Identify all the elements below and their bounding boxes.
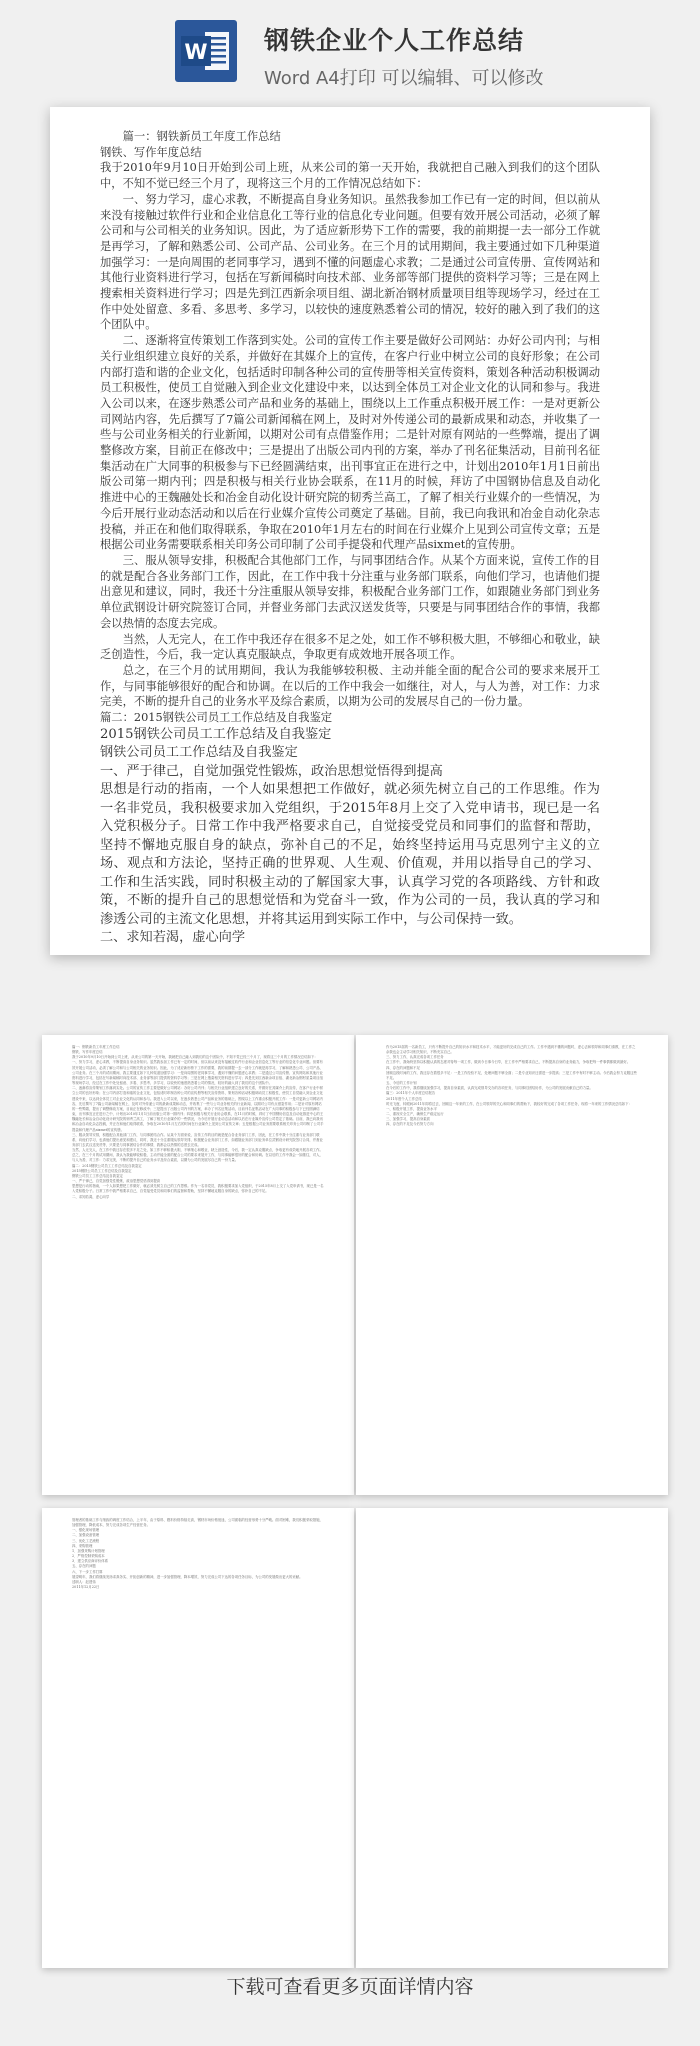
section-heading: 篇二：2015钢铁公司员工工作总结及自我鉴定 xyxy=(100,711,333,725)
thumbnail-text: 管理者的基础工作与细致的调度工作结合，上半年，由于原料、燃料价格持续走高，钢材市场价格低迷，公司面临的经营形势十分严峻。面对困难，我们积极采取措施，加强管理，降低成本，努力完成各项生产经营任务。 一、强化现场管理 二、加强设备管理 三、优化工艺流程 四、采购管理 1．加强采购计划管理 2．严格控制采购成本 3．建立供应商评价体系 五、存在的问题 六、下一步工作打算 展望明年，我们将继续发扬求真务实、开拓创新的精神，进一步加强管理，降本增效，努力完成公司下达的各项任务目标，为公司的发展做出更大的贡献。 述职人：赵建伟 2011年12月22日 xyxy=(72,1518,323,1590)
paragraph: 一、努力学习，虚心求教，不断提高自身业务知识。虽然我参加工作已有一定的时间，但以前从来没有接触过软件行业和企业信息化工等行业的信息化专业问题。但要有效开展公司活动，必须了解公司和与公司相关的业务知识。因此，为了适应新形势下工作的需要，我的前期提一去一部分工作就是再学习，了解和熟悉公司、公司产品、公司业务。在三个月的试用期间，我主要通过如下几种渠道加强学习：一是向周围的老同事学习，遇到不懂的问题虚心求教；二是通过公司宣传册、宣传网站和其他行业资料进行学习，包括在写新闻稿时向技术部、业务部等部门提供的资料学习等；三是在网上搜索相关资料进行学习；四是先到江西新余项目组、湖北新冶钢材质量项目组等现场学习，经过在工作中处处留意、多看、多思考、多学习，以较快的速度熟悉着公司的情况，较好的融入到了我们的这个团队中。 xyxy=(100,192,600,332)
page-thumbnail-3[interactable] xyxy=(42,1508,354,1968)
header xyxy=(0,0,700,100)
paragraph: 二、逐渐将宣传策划工作落到实处。公司的宣传工作主要是做好公司网站：办好公司内刊；与相关行业组织建立良好的关系，并做好在其媒介上的宣传，在客户行业中树立公司的良好形象；在公司内部打造和谐的企业文化，包括适时印制各种公司的宣传册等相关宣传资料，策划各种活动积极调动员工积极性，使员工自觉融入到企业文化建设中来，以达到全体员工对企业文化的认同和参与。我进入公司以来，在逐步熟悉公司产品和业务的基础上，围绕以上工作重点积极开展工作：一是对更新公司网站内容，先后撰写了7篇公司新闻稿在网上，及时对外传递公司的最新成果和动态，并收集了一些与公司业务相关的行业新闻，以期对公司有点借鉴作用；二是针对原有网站的一些弊端，提出了调整修改方案，目前正在修改中；三是提出了出版公司内刊的方案，举办了刊名征集活动，目前刊名征集活动在广大同事的积极参与下已经圆满结束，出刊事宜正在进行之中，计划出2010年1月1日前出版公司第一期内刊；四是积极与相关行业协会联系，在11月的时候，拜访了中国钢协信息及自动化推进中心的王魏融处长和冶金自动化设计研究院的韧秀兰高工，了解了相关行业媒介的一些情况，为今后开展行业动态活动和以后在行业媒介宣传公司奠定了基础。目前，我已向我讯和冶金自动化杂志投稿，并正在和他们取得联系，争取在2010年1月左右的时间在行业媒介上见到公司宣传文章；五是根据公司业务需要联系相关印务公司印制了公司手提袋和代理产品sixmet的宣传册。 xyxy=(100,334,600,552)
paragraph: 二、求知若渴，虚心向学 xyxy=(100,930,246,946)
word-document-icon xyxy=(175,20,237,82)
thumbnail-text: 作为2015届的一名新员工，只有不断提升自己的知识水平和技术水平，才能更好的完成自己的工作。工作中遇到不懂的问题时，虚心去和领导和同事们请教，在工作之余我也会主动学习相关知识，不断充实自己。 三、努力工作，认真完成各项工作任务 在工作中，我始终坚持以积极认真的态度对待每一项工作，做到今日事今日毕，在工作中严格要求自己，不断提高自身的业务能力，争取把每一件事情都做到最好。 四、存在的问题和不足 回顾这段时间的工作，我还存在着很多不足：一是工作经验不足，处理问题不够全面；二是专业知识还需进一步提高；三是工作中有时不够主动。今后我会努力克服这些不足。 五、今后的工作计划 在今后的工作中，我将继续加强学习，提高自身素质，认真完成领导交办的各项任务，与同事们团结协作，为公司的发展贡献自己的力量。 篇三：2011年个人年度总结报告 2011年度个人工作总结 时光飞逝，转眼间2011年即将过去，回顾这一年来的工作，在公司领导的关心和同事们的帮助下，我较好的完成了各项工作任务，现将一年来的工作情况总结如下： 一、积极开展工作，提高业务水平 二、重视安全生产，确保生产稳定运行 三、加强学习，提高自身素质 四、存在的不足及今后努力方向 xyxy=(386,1045,637,1127)
paragraph: 总之，在三个月的试用期间，我认为我能够较积极、主动并能全面的配合公司的要求来展开工作，与同事能够很好的配合和协调。在以后的工作中我会一如继往，对人，与人为善，对工作：力求完美，不断的提升自己的业务水平及综合素质，以期为公司的发展尽自己的一份力量。 xyxy=(100,663,600,709)
document-subtitle: Word A4打印 可以编辑、可以修改 xyxy=(264,68,544,89)
paragraph: 一、严于律己，自觉加强党性锻炼，政治思想觉悟得到提高 xyxy=(100,763,443,779)
paragraph: 当然，人无完人，在工作中我还存在很多不足之处，如工作不够积极大胆，不够细心和敬业，缺乏创造性，今后，我一定认真克服缺点，争取更有成效地开展各项工作。 xyxy=(100,632,600,662)
word-icon-letter: W xyxy=(184,40,208,64)
paragraph: 2015钢铁公司员工工作总结及自我鉴定 xyxy=(100,726,332,742)
paragraph: 思想是行动的指南，一个人如果想把工作做好，就必须先树立自己的工作思维。作为一名非党员，我积极要求加入党组织，于2015年8月上交了入党申请书，现已是一名入党积极分子。日常工作中我严格要求自己，自觉接受党员和同事们的监督和帮助，坚持不懈地克服自身的缺点，弥补自己的不足，始终坚持运用马克思列宁主义的立场、观点和方法论，坚持正确的世界观、人生观、价值观，并用以指导自己的学习、工作和生活实践，同时积极主动的了解国家大事，认真学习党的各项路线、方针和政策，不断的提升自己的思想觉悟和为党奋斗一致，作为公司的一员，我认真的学习和渗透公司的主流文化思想，并将其运用到实际工作中，与公司保持一致。 xyxy=(100,782,600,927)
download-more-link[interactable]: 下载可查看更多页面详情内容 xyxy=(226,1976,474,1998)
paragraph: 我于2010年9月10日开始到公司上班，从来公司的第一天开始，我就把自己融入到我们的这个团队中，不知不觉已经三个月了，现将这三个月的工作情况总结如下： xyxy=(100,161,600,191)
page-thumbnail-2[interactable] xyxy=(356,1035,668,1495)
document-body xyxy=(100,129,600,948)
paragraph: 钢铁公司员工工作总结及自我鉴定 xyxy=(100,745,298,761)
page-thumbnail-4[interactable] xyxy=(356,1508,668,1968)
document-title: 钢铁企业个人工作总结 xyxy=(264,26,525,55)
thumbnail-text: 篇一：钢铁新员工年度工作总结 钢铁、写作年度总结 我于2010年9月10日开始到公司上班，从来公司的第一天开始，我就把自己融入到我们的这个团队中，不知不觉已经三个月了，现将这三个月的工作情况总结如下： 一、努力学习，虚心求教，不断提高自身业务知识。虽然我参加工作已有一定的时间，但以前从来没有接触过软件行业和企业信息化工等行业的信息化专业问题。但要有效开展公司活动，必须了解公司和与公司相关的业务知识。因此，为了适应新形势下工作的需要，我的前期提一去一部分工作就是再学习，了解和熟悉公司、公司产品、公司业务。在三个月的试用期间，我主要通过如下几种渠道加强学习：一是向周围的老同事学习，遇到不懂的问题虚心求教；二是通过公司宣传册、宣传网站和其他行业资料进行学习，包括在写新闻稿时向技术部、业务部等部门提供的资料学习等；三是在网上搜索相关资料进行学习；四是先到江西新余项目组、湖北新冶钢材质量项目组等现场学习，经过在工作中处处留意、多看、多思考、多学习，以较快的速度熟悉着公司的情况，较好的融入到了我们的这个团队中。 二、逐渐将宣传策划工作落到实处。公司的宣传工作主要是做好公司网站：办好公司内刊；与相关行业组织建立良好的关系，并做好在其媒介上的宣传，在客户行业中树立公司的良好形象；在公司内部打造和谐的企业文化，包括适时印制各种公司的宣传册等相关宣传资料，策划各种活动积极调动员工积极性，使员工自觉融入到企业文化建设中来，以达到全体员工对企业文化的认同和参与。我进入公司以来，在逐步熟悉公司产品和业务的基础上，围绕以上工作重点积极开展工作：一是对更新公司网站内容，先后撰写了7篇公司新闻稿在网上，及时对外传递公司的最新成果和动态，并收集了一些与公司业务相关的行业新闻，以期对公司有点借鉴作用；二是针对原有网站的一些弊端，提出了调整修改方案，目前正在修改中；三是提出了出版公司内刊的方案，举办了刊名征集活动，目前刊名征集活动在广大同事的积极参与下已经圆满结束，出刊事宜正在进行之中，计划出2010年1月1日前出版公司第一期内刊；四是积极与相关行业协会联系，在11月的时候，拜访了中国钢协信息及自动化推进中心的王魏融处长和冶金自动化设计研究院的韧秀兰高工，了解了相关行业媒介的一些情况，为今后开展行业动态活动和以后在行业媒介宣传公司奠定了基础。目前，我已向我讯和冶金自动化杂志投稿，并正在和他们取得联系，争取在2010年1月左右的时间在行业媒介上见到公司宣传文章；五是根据公司业务需要联系相关印务公司印制了公司手提袋和代理产品sixmet的宣传册。 三、服从领导安排，积极配合其他部门工作，与同事团结合作。从某个方面来说，宣传工作的目的就是配合各业务部门工作，因此，在工作中我十分注重与业务部门联系，向他们学习，也请他们提出意见和建议，同时，我还十分注重服从领导安排，积极配合业务部门工作，如跟随业务部门到业务单位武钢设计研究院签订合同，并督业务部门去武汉送发货等，只要是与同事团结合作的事情，我都会以热情的态度去完成。 当然，人无完人，在工作中我还存在很多不足之处，如工作不够积极大胆，不够细心和敬业，缺乏创造性，今后，我一定认真克服缺点，争取更有成效地开展各项工作。 总之，在三个月的试用期间，我认为我能够较积极、主动并能全面的配合公司的要求来展开工作，与同事能够很好的配合和协调。在以后的工作中我会一如继往，对人，与人为善，对工作：力求完美，不断的提升自己的业务水平及综合素质，以期为公司的发展尽自己的一份力量。 篇二：2015钢铁公司员工工作总结及自我鉴定 2015钢铁公司员工工作总结及自我鉴定 钢铁公司员工工作总结及自我鉴定 一、严于律己，自觉加强党性锻炼，政治思想觉悟得到提高 思想是行动的指南，一个人如果想把工作做好，就必须先树立自己的工作思维。作为一名非党员，我积极要求加入党组织，于2015年8月上交了入党申请书，现已是一名入党积极分子。日常工作中我严格要求自己，自觉接受党员和同事们的监督和帮助，坚持不懈地克服自身的缺点，弥补自己的不足。 二、求知若渴，虚心向学 xyxy=(72,1045,324,1199)
section-heading: 篇一：钢铁新员工年度工作总结 xyxy=(122,130,281,143)
paragraph: 钢铁、写作年度总结 xyxy=(100,145,202,159)
paragraph: 三、服从领导安排，积极配合其他部门工作，与同事团结合作。从某个方面来说，宣传工作的目的就是配合各业务部门工作，因此，在工作中我十分注重与业务部门联系，向他们学习，也请他们提出意见和建议，同时，我还十分注重服从领导安排，积极配合业务部门工作，如跟随业务部门到业务单位武钢设计研究院签订合同，并督业务部门去武汉送发货等，只要是与同事团结合作的事情，我都会以热情的态度去完成。 xyxy=(100,553,600,630)
document-preview-page xyxy=(50,107,650,955)
page-thumbnail-1[interactable] xyxy=(42,1035,354,1495)
